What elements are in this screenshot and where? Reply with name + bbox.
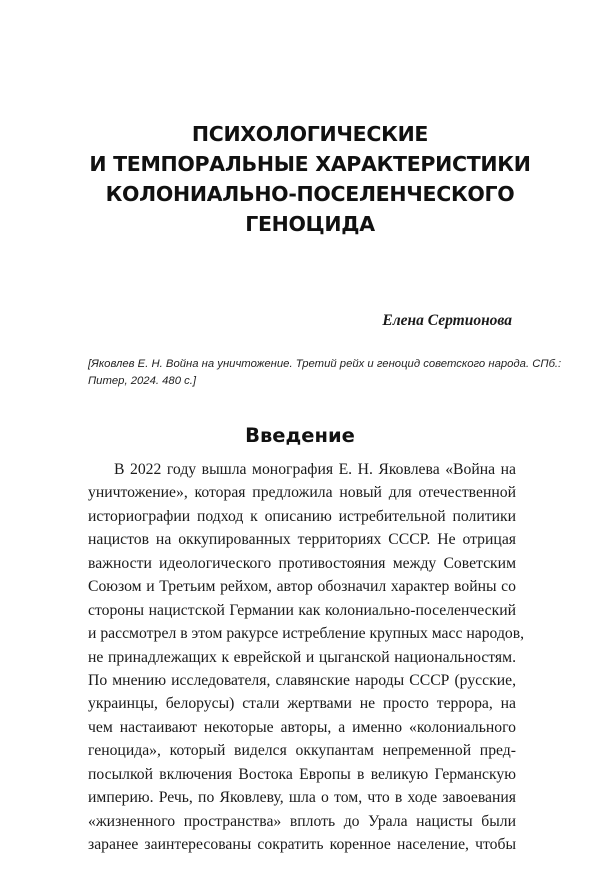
body-line: уничтожение», которая предложила новый для отечественной [88,484,516,502]
body-line: украинцы, белорусы) стали жертвами не просто террора, на [88,695,516,713]
body-line: геноцида», который виделся оккупантам непременной пред- [88,742,516,760]
body-line: заранее заинтересованы сократить коренное население, чтобы [88,836,516,853]
body-line: В 2022 году вышла монография Е. Н. Яковлева «Война на [114,461,516,478]
body-line: не принадлежащих к еврейской и цыганской национальностям. [88,648,516,666]
body-line: посылкой включения Востока Европы в великую Германскую [88,765,516,783]
chapter-title-line: ГЕНОЦИДА [245,212,375,236]
body-line: нацистов на оккупированных территориях СССР. Не отрицая [88,531,516,549]
citation-line: Питер, 2024. 480 с.] [88,375,197,387]
body-line: империю. Речь, по Яковлеву, шла о том, что в ходе завоевания [88,789,516,807]
chapter-title-line: ПСИХОЛОГИЧЕСКИЕ [191,122,429,146]
section-heading: Введение [245,424,355,447]
body-line: По мнению исследователя, славянские народы СССР (русские, [88,671,516,689]
body-line: чем настаивают некоторые авторы, а именно «колониального [88,718,516,736]
body-line: важности идеологического противостояния между Советским [88,554,516,572]
body-line: «жизненного пространства» вплоть до Урала нацисты были [88,812,516,830]
chapter-title [60,119,560,239]
body-line: Союзом и Третьим рейхом, автор обозначил характер войны со [88,578,516,596]
author-name: Елена Сертионова [382,312,512,329]
body-line: стороны нацистской Германии как колониально-поселенческий [88,601,516,619]
citation-line: [Яковлев Е. Н. Война на уничтожение. Третий рейх и геноцид советского народа. СПб.: [88,358,562,370]
chapter-title-line: И ТЕМПОРАЛЬНЫЕ ХАРАКТЕРИСТИКИ [89,152,531,176]
chapter-title-line: КОЛОНИАЛЬНО-ПОСЕЛЕНЧЕСКОГО [105,182,515,206]
body-line: историографии подход к описанию истребительной политики [88,507,516,525]
body-paragraph [88,458,525,856]
body-line: и рассмотрел в этом ракурсе истребление крупных масс народов, [88,625,525,643]
book-citation [88,356,562,390]
